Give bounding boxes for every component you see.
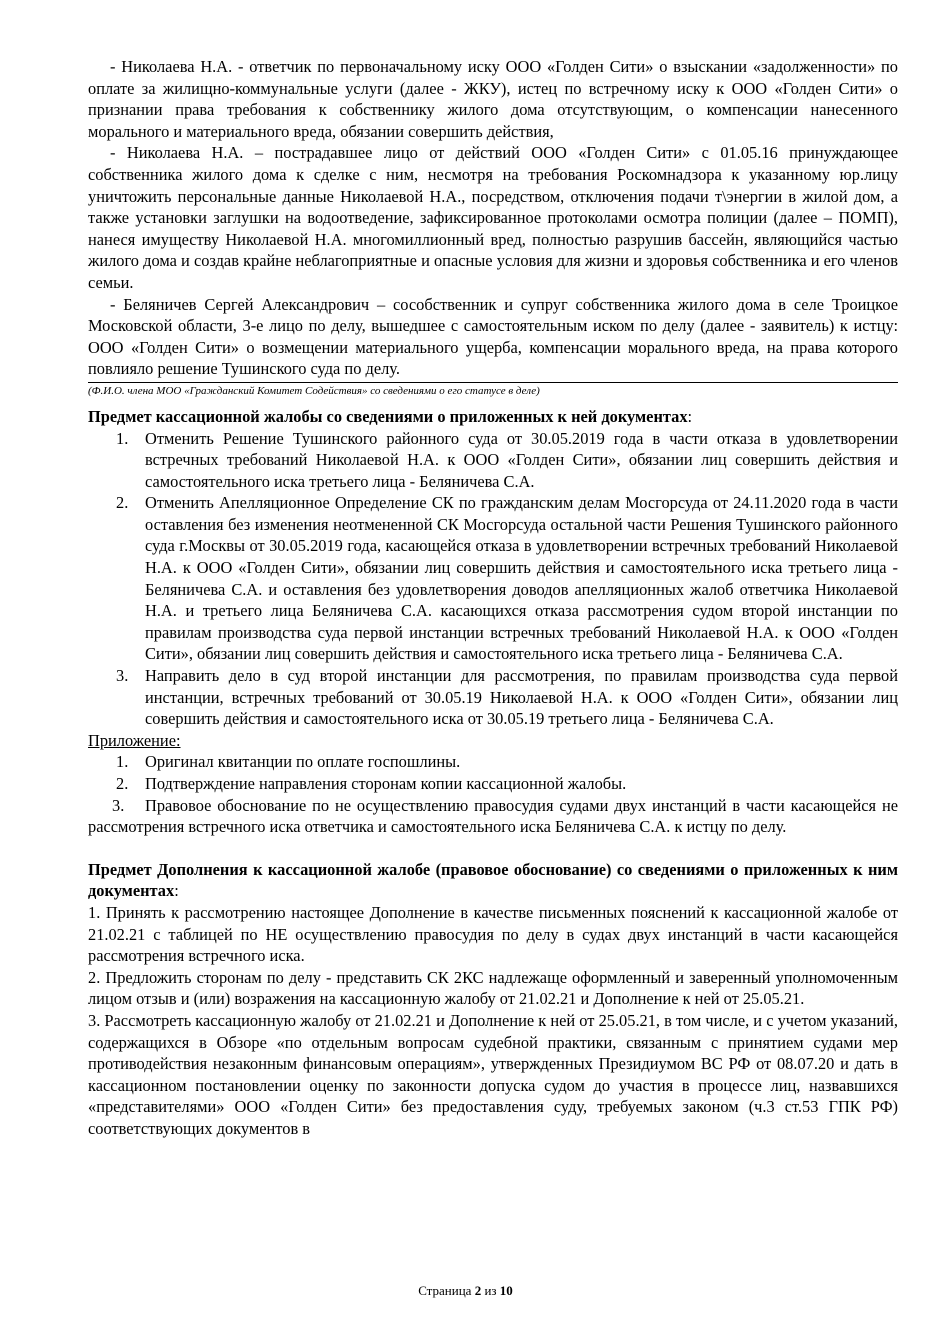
section2-heading: [88, 859, 898, 902]
supplement-item-3: 3. Рассмотреть кассационную жалобу от 21.02.21 и Дополнение к ней от 25.05.21, в том числе, и с учетом указаний, содержащихся в Обзоре «по отдельным вопросам судебной практики, связанным с принятием судами мер противодействия незаконным финансовым операциям», утвержденных Президиумом ВС РФ от 08.07.20 и дать в кассационном постановлении оценку по законности допуска судом до участия в процессе лиц, назвавшихся «представителями» ООО «Голден Сити» без предоставления суду, требуемых законом (ч.3 ст.53 ГПК РФ) соответствующих документов в: [88, 1010, 898, 1138]
section2-heading-colon: :: [174, 881, 179, 901]
page-footer: [0, 1283, 931, 1299]
footer-prefix: Страница: [418, 1283, 475, 1298]
section1-heading-text: Предмет кассационной жалобы со сведениями о приложенных к ней документах: [88, 406, 688, 426]
item-text: Направить дело в суд второй инстанции для рассмотрения, по правилам производства суда первой инстанции, встречных требований от 30.05.19 Николаевой Н.А. к ООО «Голден Сити», обязании лиц совершить действия и самостоятельного иска от 30.05.19 третьего лица - Беляничева С.А.: [145, 666, 898, 729]
document-page: [88, 56, 898, 1140]
list-item: [88, 428, 898, 493]
supplement-item-1: 1. Принять к рассмотрению настоящее Дополнение в качестве письменных пояснений к кассационной жалобе от 21.02.21 с таблицей по НЕ осуществлению правосудия по делу в судах двух инстанций в части касающейся рассмотрения встречного иска.: [88, 902, 898, 966]
section1-heading: [88, 406, 898, 428]
party-nikolaeva-defendant: - Николаева Н.А. - ответчик по первоначальному иску ООО «Голден Сити» о взыскании «задолженности» по оплате за жилищно-коммунальные услуги (далее - ЖКУ), истец по встречному иску к ООО «Голден Сити» о признании права требования к собственнику жилого дома отсутствующим, о компенсации нанесенного морального и материального вреда, обязании совершить действия,: [88, 57, 898, 141]
party-belyanichev: - Беляничев Сергей Александрович – сособственник и супруг собственника жилого дома в селе Троицкое Московской области, 3-е лицо по делу, вышедшее с самостоятельным иском по делу (далее - заявитель) к истцу: ООО «Голден Сити» о возмещении материального ущерба, компенсации морального вреда, на права которого повлияло решение Тушинского суда по делу.: [88, 294, 898, 379]
item-number: 2.: [116, 774, 129, 793]
item-text: Отменить Решение Тушинского районного суда от 30.05.2019 года в части отказа в удовлетворении встречных требований Николаевой Н.А. к ООО «Голден Сити», обязании лиц совершить действия и самостоятельного иска третьего лица - Беляничева С.А.: [145, 428, 898, 491]
list-item: [88, 492, 898, 665]
supplement-item-2: 2. Предложить сторонам по делу - представить СК 2КС надлежаще оформленный и заверенный уполномоченным лицом отзыв и (или) возражения на кассационную жалобу от 21.02.21 и Дополнение к ней от 25.05.21.: [88, 967, 898, 1009]
section1-heading-colon: :: [687, 406, 693, 426]
item-number: 3.: [116, 666, 129, 686]
section-gap: [88, 838, 898, 859]
member-caption: (Ф.И.О. члена МОО «Гражданский Комитет Содействия» со сведениями о его статусе в деле): [88, 382, 898, 398]
item-text: Отменить Апелляционное Определение СК по гражданским делам Мосгорсуда от 24.11.2020 года в части оставления без изменения неотмененной СК Мосгорсуда остальной части Решения Тушинского районного суда г.Москвы от 30.05.2019 года, касающейся отказа в удовлетворении встречных требований Николаевой Н.А. к ООО «Голден Сити», обязании лиц совершить действия и самостоятельного иска третьего лица - Беляничева С.А. и оставления без удовлетворения доводов апелляционных жалоб ответчика Николаевой Н.А. и третьего лица Беляничева С.А. касающихся отказа рассмотрения судом второй инстанции по правилам производства суда первой инстанции встречных требований Николаевой Н.А. к ООО «Голден Сити», обязании лиц совершить действия и самостоятельного иска третьего лица - Беляничева С.А.: [145, 493, 898, 664]
item-number: 1.: [116, 752, 129, 772]
list-item: [88, 773, 898, 795]
footer-middle: из: [481, 1283, 500, 1298]
item-number: 2.: [116, 493, 129, 513]
list-item: [88, 795, 898, 838]
attachments-list: [88, 751, 898, 837]
list-item: [88, 665, 898, 730]
attachments-label: Приложение:: [88, 730, 181, 750]
section2-heading-text: Предмет Дополнения к кассационной жалобе (правовое обоснование) со сведениями о приложенных к ним документах: [88, 859, 898, 901]
item-number: 1.: [116, 428, 129, 448]
item-number: 3.: [112, 795, 125, 815]
item-text: Правовое обоснование по не осуществлению правосудия судами двух инстанций в части касающейся не рассмотрения встречного иска ответчика и самостоятельного иска Беляничева С.А. к истцу по делу.: [88, 795, 898, 837]
item-text: Оригинал квитанции по оплате госпошлины.: [145, 752, 461, 772]
complaint-items-list: [88, 428, 898, 730]
footer-page-total: 10: [499, 1283, 513, 1298]
item-text: Подтверждение направления сторонам копии кассационной жалобы.: [145, 774, 627, 793]
party-nikolaeva-victim: - Николаева Н.А. – пострадавшее лицо от действий ООО «Голден Сити» с 01.05.16 принуждающее собственника жилого дома к сделке с ним, несмотря на требования Роскомнадзора к указанному юр.лицу уничтожить персональные данные Николаевой Н.А., посредством, отключения подачи т\энергии в жилой дом, а также установки заглушки на водоотведение, зафиксированное протоколами осмотра полиции (далее – ПОМП), нанеся имуществу Николаевой Н.А. многомиллионный вред, полностью разрушив бассейн, являющийся частью жилого дома и создав крайне неблагоприятные и опасные условия для жизни и здоровья собственника и его членов семьи.: [88, 143, 898, 292]
footer-page-number: 2: [474, 1283, 482, 1298]
list-item: [88, 751, 898, 773]
